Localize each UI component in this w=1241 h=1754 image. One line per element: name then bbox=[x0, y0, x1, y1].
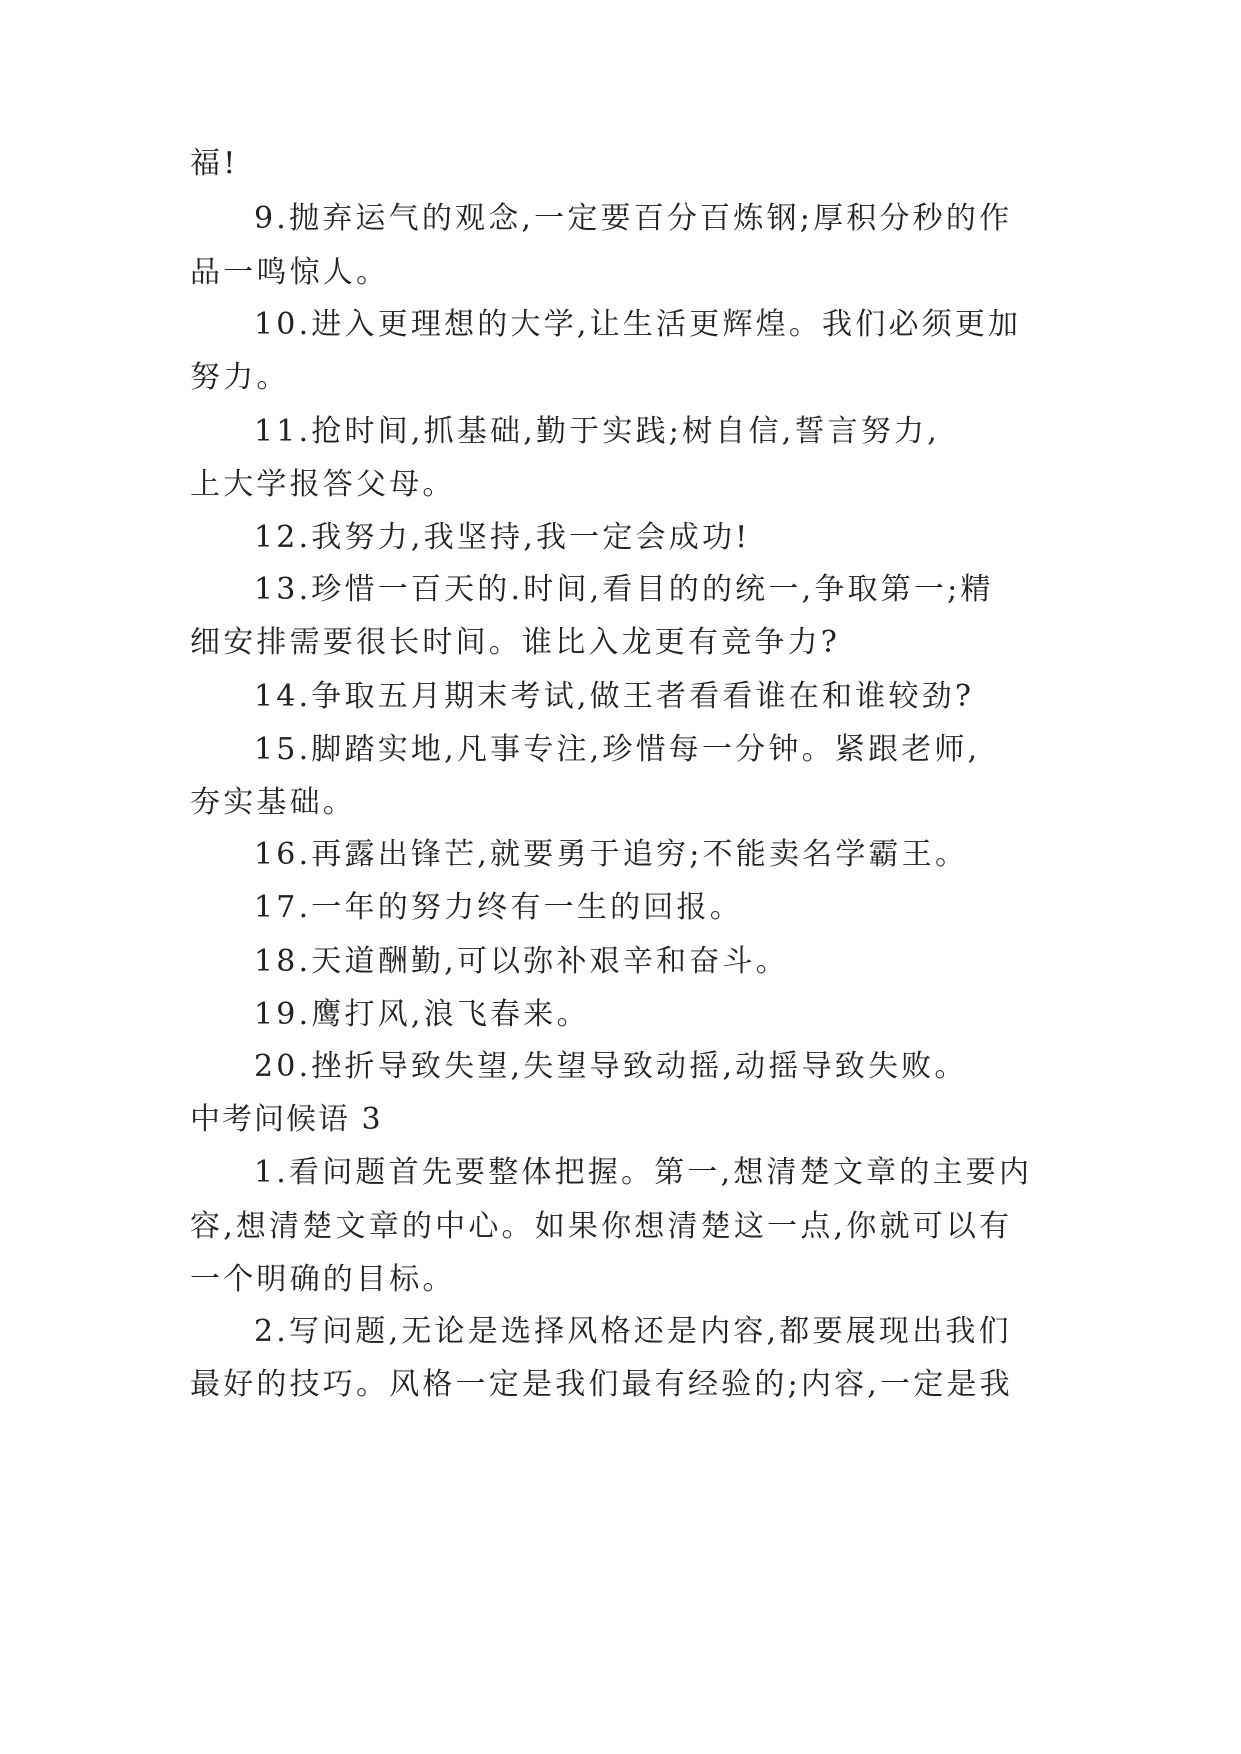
text-line: 品一鸣惊人。 bbox=[190, 255, 390, 290]
text-line: 15.脚踏实地,凡事专注,珍惜每一分钟。紧跟老师, bbox=[254, 732, 981, 767]
text-line: 最好的技巧。风格一定是我们最有经验的;内容,一定是我 bbox=[190, 1367, 1013, 1402]
text-line: 夯实基础。 bbox=[190, 785, 356, 820]
section-heading: 中考问候语 3 bbox=[190, 1102, 383, 1137]
text-line: 12.我努力,我坚持,我一定会成功! bbox=[254, 520, 751, 555]
text-line: 18.天道酬勤,可以弥补艰辛和奋斗。 bbox=[254, 944, 789, 979]
text-line: 20.挫折导致失望,失望导致动摇,动摇导致失败。 bbox=[254, 1049, 968, 1084]
text-line: 2.写问题,无论是选择风格还是内容,都要展现出我们 bbox=[254, 1314, 1012, 1349]
text-line: 福! bbox=[190, 146, 239, 181]
text-line: 1.看问题首先要整体把握。第一,想清楚文章的主要内 bbox=[254, 1155, 1033, 1190]
text-line: 容,想清楚文章的中心。如果你想清楚这一点,你就可以有 bbox=[190, 1209, 1013, 1244]
text-line: 16.再露出锋芒,就要勇于追穷;不能卖名学霸王。 bbox=[254, 837, 969, 872]
text-line: 11.抢时间,抓基础,勤于实践;树自信,誓言努力, bbox=[254, 414, 940, 449]
text-line: 细安排需要很长时间。谁比入龙更有竞争力? bbox=[190, 625, 841, 660]
text-line: 10.进入更理想的大学,让生活更辉煌。我们必须更加 bbox=[254, 307, 1022, 342]
text-line: 14.争取五月期末考试,做王者看看谁在和谁较劲? bbox=[254, 679, 975, 714]
text-line: 9.抛弃运气的观念,一定要百分百炼钢;厚积分秒的作 bbox=[254, 201, 1013, 236]
text-line: 19.鹰打风,浪飞春来。 bbox=[254, 997, 590, 1032]
text-line: 努力。 bbox=[190, 360, 290, 395]
text-line: 一个明确的目标。 bbox=[190, 1262, 456, 1297]
text-line: 上大学报答父母。 bbox=[190, 467, 456, 502]
text-line: 13.珍惜一百天的.时间,看目的的统一,争取第一;精 bbox=[254, 572, 994, 607]
text-line: 17.一年的努力终有一生的回报。 bbox=[254, 890, 743, 925]
